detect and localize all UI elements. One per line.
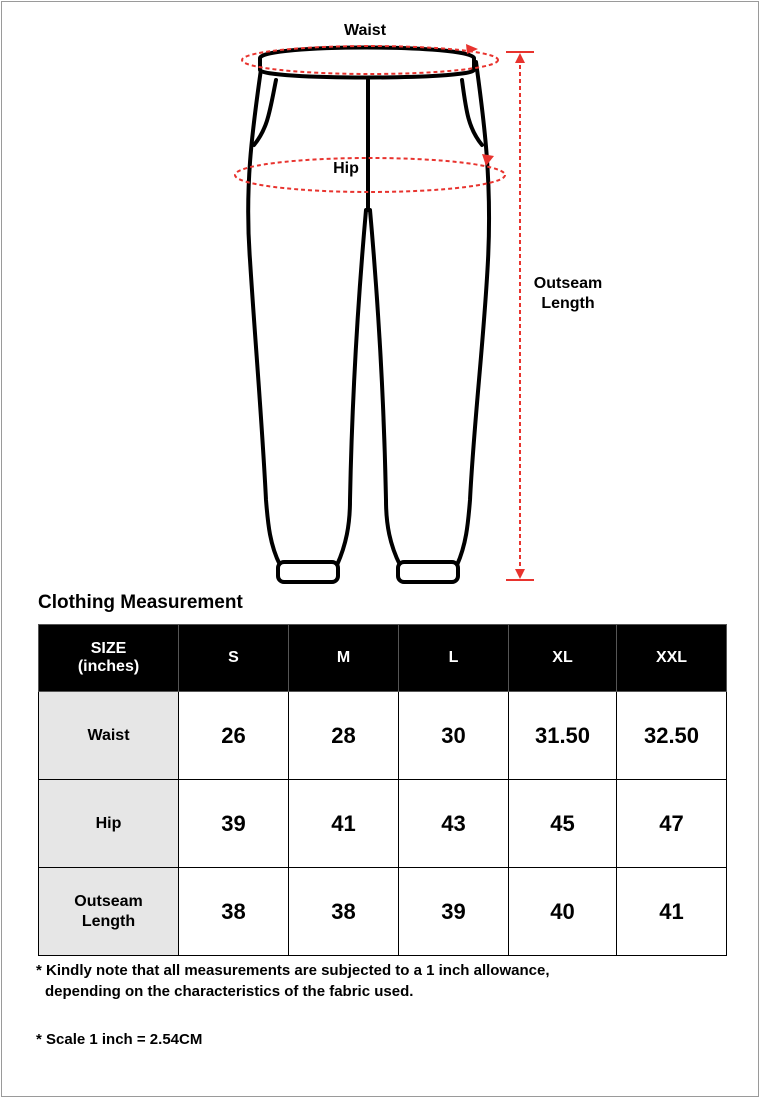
cell-outseam-l: 39: [399, 868, 509, 956]
size-col-s: S: [179, 625, 289, 692]
row-label-hip: [39, 780, 179, 868]
size-table: [38, 624, 727, 956]
size-col-l: L: [399, 625, 509, 692]
outseam-label: [522, 274, 614, 314]
size-header-line2: (inches): [77, 658, 140, 675]
table-row-waist: [39, 692, 727, 780]
cell-outseam-xxl: 41: [617, 868, 727, 956]
table-row-hip: [39, 780, 727, 868]
size-col-xl: XL: [509, 625, 617, 692]
size-header-line1: SIZE: [90, 640, 127, 657]
cell-waist-s: 26: [179, 692, 289, 780]
section-title: Clothing Measurement: [38, 592, 243, 613]
outseam-label-line2: Length: [541, 295, 595, 312]
scale-note: * Scale 1 inch = 2.54CM: [36, 1031, 203, 1048]
table-row-outseam: [39, 868, 727, 956]
row-label-text: Outseam: [74, 892, 143, 910]
size-col-m: M: [289, 625, 399, 692]
cell-hip-xl: 45: [509, 780, 617, 868]
size-col-xxl: XXL: [617, 625, 727, 692]
right-cuff: [398, 562, 458, 582]
row-label-text: Hip: [95, 814, 122, 832]
header-row: [39, 625, 727, 692]
outseam-label-line1: Outseam: [533, 275, 603, 292]
waist-label: Waist: [343, 22, 387, 39]
row-label-text: Waist: [87, 726, 130, 744]
size-header-cell: [39, 625, 179, 692]
allowance-note: [36, 960, 550, 1002]
cell-waist-xxl: 32.50: [617, 692, 727, 780]
cell-outseam-s: 38: [179, 868, 289, 956]
allowance-note-line2: depending on the characteristics of the fabric used.: [45, 983, 414, 1000]
allowance-note-line1: * Kindly note that all measurements are subjected to a 1 inch allowance,: [36, 962, 550, 979]
cell-waist-l: 30: [399, 692, 509, 780]
hip-label: Hip: [333, 160, 359, 177]
row-label-text-2: Length: [81, 912, 136, 930]
cell-outseam-m: 38: [289, 868, 399, 956]
cell-hip-m: 41: [289, 780, 399, 868]
cell-outseam-xl: 40: [509, 868, 617, 956]
cell-hip-s: 39: [179, 780, 289, 868]
cell-hip-xxl: 47: [617, 780, 727, 868]
cell-hip-l: 43: [399, 780, 509, 868]
cell-waist-m: 28: [289, 692, 399, 780]
cell-waist-xl: 31.50: [509, 692, 617, 780]
row-label-waist: [39, 692, 179, 780]
left-cuff: [278, 562, 338, 582]
row-label-outseam: [39, 868, 179, 956]
